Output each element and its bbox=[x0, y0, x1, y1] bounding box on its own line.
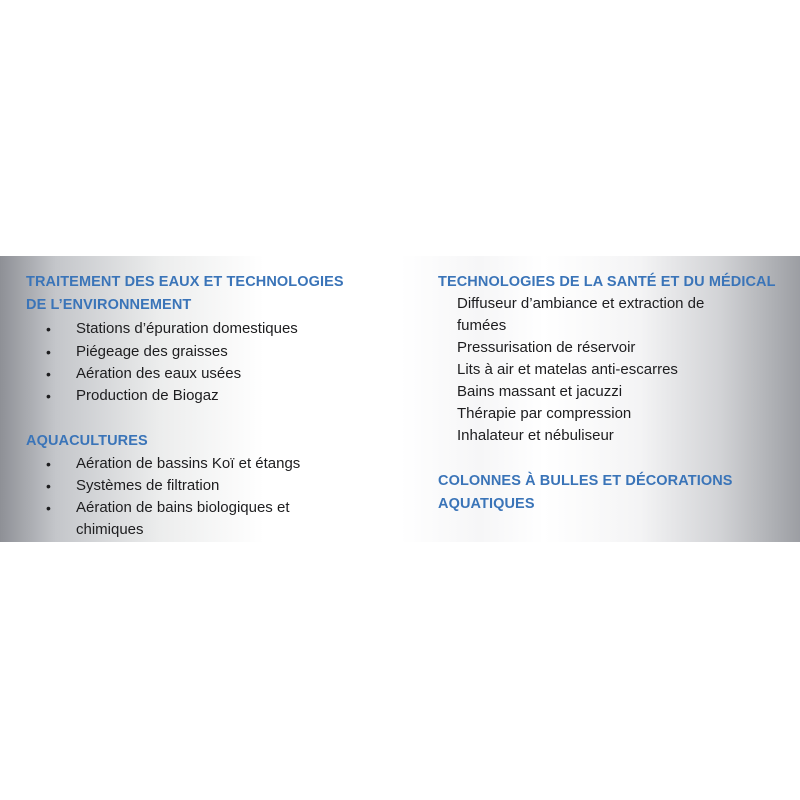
heading-line-1: TRAITEMENT DES EAUX ET TECHNOLOGIES bbox=[26, 274, 344, 290]
bullet-icon: • bbox=[46, 321, 51, 337]
list-item: Thérapie par compression bbox=[457, 405, 632, 422]
heading-line-1: COLONNES À BULLES ET DÉCORATIONS bbox=[438, 473, 733, 489]
bullet-icon: • bbox=[46, 478, 51, 494]
list-item: Aération de bains biologiques et bbox=[76, 499, 290, 516]
list-item: Inhalateur et nébuliseur bbox=[457, 427, 614, 444]
bullet-icon: • bbox=[46, 366, 51, 382]
list-item: Production de Biogaz bbox=[76, 387, 219, 404]
list-item: Piégeage des graisses bbox=[76, 343, 228, 360]
list-item: Stations d’épuration domestiques bbox=[76, 320, 298, 337]
list-item: Aération des eaux usées bbox=[76, 365, 242, 382]
list-item: Diffuseur d’ambiance et extraction de bbox=[457, 295, 705, 312]
list-item: Systèmes de filtration bbox=[76, 477, 220, 494]
bullet-icon: • bbox=[46, 388, 51, 404]
list-item: Bains massant et jacuzzi bbox=[457, 383, 623, 400]
heading-line-2: AQUATIQUES bbox=[438, 496, 535, 512]
bullet-icon: • bbox=[46, 456, 51, 472]
bullet-icon: • bbox=[46, 500, 51, 516]
list-item: Lits à air et matelas anti-escarres bbox=[457, 361, 678, 378]
section-heading-aquacultures: AQUACULTURES bbox=[26, 433, 148, 449]
heading-line-2: DE L’ENVIRONNEMENT bbox=[26, 297, 192, 313]
list-item-continuation: chimiques bbox=[76, 521, 144, 538]
section-heading-health: TECHNOLOGIES DE LA SANTÉ ET DU MÉDICAL bbox=[438, 274, 776, 290]
info-banner bbox=[0, 256, 800, 542]
list-item: Pressurisation de réservoir bbox=[457, 339, 636, 356]
section-heading-bubble-columns bbox=[438, 470, 733, 516]
list-item-continuation: fumées bbox=[457, 317, 507, 334]
list-item: Aération de bassins Koï et étangs bbox=[76, 455, 301, 472]
bullet-icon: • bbox=[46, 344, 51, 360]
section-heading-water-treatment bbox=[26, 271, 344, 317]
